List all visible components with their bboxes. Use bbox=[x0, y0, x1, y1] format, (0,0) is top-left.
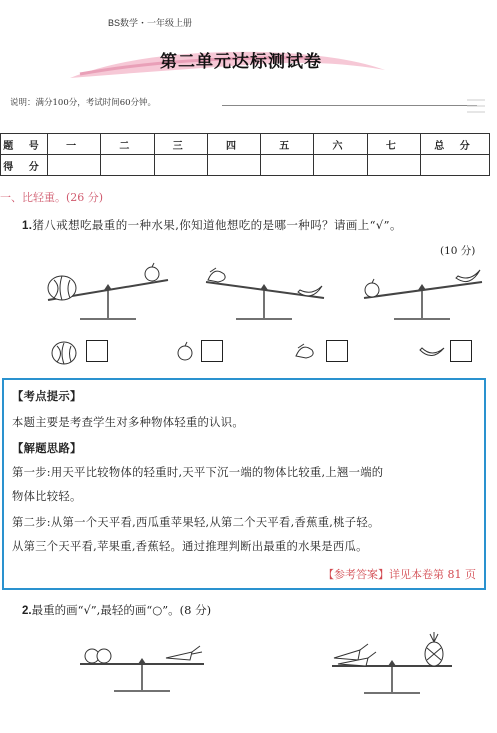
question-1 bbox=[22, 217, 402, 233]
apple-icon bbox=[175, 342, 197, 362]
score-cell[interactable] bbox=[48, 155, 101, 176]
balance-scale-carrots-pineapple bbox=[328, 632, 456, 698]
solution-step1-line2: 物体比较轻。 bbox=[12, 490, 82, 503]
table-cell: 题 号 bbox=[1, 134, 48, 155]
score-cell[interactable] bbox=[314, 155, 367, 176]
hint-text: 本题主要是考查学生对多种物体轻重的认识。 bbox=[12, 416, 244, 429]
peach-icon bbox=[208, 268, 225, 282]
book-series-label: BS数学・一年级上册 bbox=[108, 18, 193, 28]
orange-icon bbox=[85, 649, 111, 663]
balance-scale-watermelon-apple bbox=[40, 262, 170, 324]
answer-box-apple[interactable] bbox=[201, 340, 223, 362]
answer-box-banana[interactable] bbox=[450, 340, 472, 362]
score-table-score-row bbox=[1, 155, 490, 176]
table-cell: 三 bbox=[154, 134, 207, 155]
watermelon-icon bbox=[48, 276, 76, 300]
score-cell[interactable] bbox=[154, 155, 207, 176]
moon-decoration bbox=[415, 96, 485, 116]
banana-icon bbox=[298, 286, 322, 296]
question-text: 猪八戒想吃最重的一种水果,你知道他想吃的是哪一种吗？请画上“√”。 bbox=[32, 218, 402, 232]
score-cell[interactable] bbox=[207, 155, 260, 176]
question-text: 最重的画“√”,最轻的画“○”。 bbox=[31, 603, 180, 617]
apple-icon bbox=[365, 279, 379, 297]
table-cell: 七 bbox=[367, 134, 420, 155]
hint-box bbox=[2, 378, 486, 590]
score-table-header-row bbox=[1, 134, 490, 155]
section-title: 一、比轻重。 bbox=[0, 191, 66, 204]
answer-box-peach[interactable] bbox=[326, 340, 348, 362]
section-heading bbox=[0, 189, 103, 205]
answer-box-watermelon[interactable] bbox=[86, 340, 108, 362]
carrot-icon bbox=[166, 646, 202, 660]
score-cell[interactable] bbox=[261, 155, 314, 176]
page-title: 第二单元达标测试卷 bbox=[160, 52, 322, 72]
table-cell: 总 分 bbox=[421, 134, 490, 155]
hint-heading: 【考点提示】 bbox=[12, 389, 82, 403]
solution-step2-line2: 从第三个天平看,苹果重,香蕉轻。通过推理判断出最重的水果是西瓜。 bbox=[12, 540, 368, 553]
score-cell[interactable] bbox=[101, 155, 154, 176]
table-cell: 二 bbox=[101, 134, 154, 155]
table-cell: 四 bbox=[207, 134, 260, 155]
balance-scale-fruits-carrot bbox=[78, 640, 208, 696]
banana-icon bbox=[418, 342, 446, 362]
balance-scale-apple-banana bbox=[358, 262, 488, 324]
question-2 bbox=[22, 602, 211, 618]
question-number: 1. bbox=[22, 220, 33, 232]
watermelon-icon bbox=[50, 339, 80, 365]
solution-step2-line1: 第二步:从第一个天平看,西瓜重苹果轻,从第二个天平看,香蕉重,桃子轻。 bbox=[12, 516, 380, 529]
reference-answer-link[interactable]: 【参考答案】详见本卷第 81 页 bbox=[323, 568, 476, 581]
solution-step1-line1: 第一步:用天平比较物体的轻重时,天平下沉一端的物体比较重,上翘一端的 bbox=[12, 466, 384, 479]
question-points: (10 分) bbox=[440, 245, 476, 257]
table-cell: 六 bbox=[314, 134, 367, 155]
score-cell[interactable] bbox=[367, 155, 420, 176]
solution-heading: 【解题思路】 bbox=[12, 441, 82, 455]
table-cell: 得 分 bbox=[1, 155, 48, 176]
table-cell: 五 bbox=[261, 134, 314, 155]
section-points: (26 分) bbox=[66, 191, 104, 204]
carrot-icon bbox=[334, 644, 376, 666]
peach-icon bbox=[294, 342, 320, 362]
pineapple-icon bbox=[425, 632, 443, 666]
table-cell: 一 bbox=[48, 134, 101, 155]
score-table bbox=[0, 133, 490, 176]
question-points: (8 分) bbox=[179, 603, 212, 617]
balance-scale-peach-banana bbox=[200, 262, 330, 324]
score-cell[interactable] bbox=[421, 155, 490, 176]
question-number: 2. bbox=[22, 605, 32, 617]
exam-note: 说明：满分100分，考试时间60分钟。 bbox=[10, 98, 157, 108]
banana-icon bbox=[456, 270, 480, 282]
apple-icon bbox=[145, 263, 159, 281]
